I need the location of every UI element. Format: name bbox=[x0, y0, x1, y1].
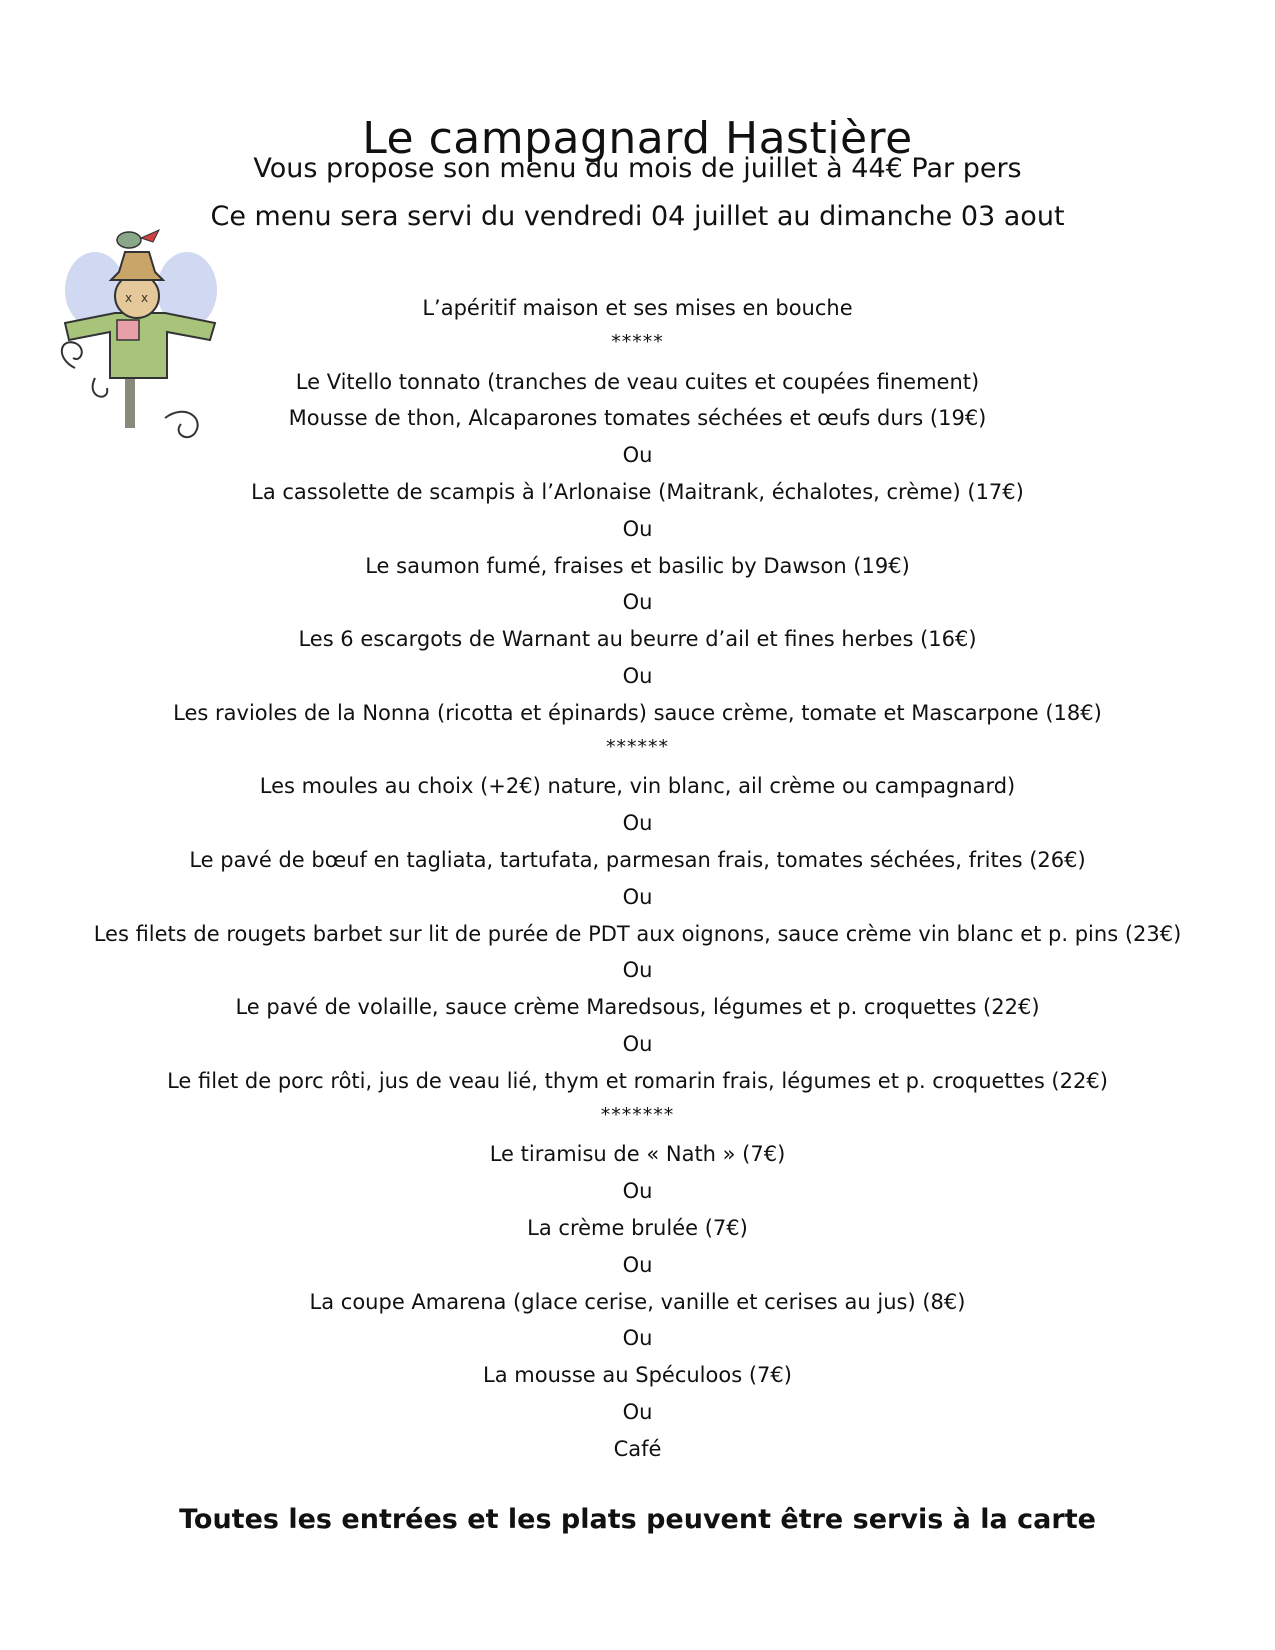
svg-text:x: x bbox=[141, 291, 149, 305]
menu-item: La crème brulée (7€) bbox=[527, 1215, 748, 1240]
menu-item: Les moules au choix (+2€) nature, vin blanc, ail crème ou campagnard) bbox=[259, 774, 1016, 799]
or-divider: Ou bbox=[622, 1031, 653, 1056]
menu-item: Café bbox=[613, 1436, 662, 1461]
svg-text:x: x bbox=[125, 291, 133, 305]
menu-items-list bbox=[0, 290, 1275, 1468]
menu-item: Le pavé de volaille, sauce crème Maredsous, légumes et p. croquettes (22€) bbox=[235, 995, 1040, 1020]
menu-item: Le filet de porc rôti, jus de veau lié, thym et romarin frais, légumes et p. croquettes (22€) bbox=[167, 1068, 1108, 1093]
menu-price-subtitle: Vous propose son menu du mois de juillet à 44€ Par pers bbox=[253, 153, 1022, 184]
menu-item: Les ravioles de la Nonna (ricotta et épinards) sauce crème, tomate et Mascarpone (18€) bbox=[173, 700, 1102, 725]
menu-item: Le tiramisu de « Nath » (7€) bbox=[489, 1142, 786, 1167]
course-separator: ******* bbox=[600, 1103, 675, 1126]
menu-item: Le Vitello tonnato (tranches de veau cuites et coupées finement) bbox=[295, 369, 980, 394]
or-divider: Ou bbox=[622, 443, 653, 468]
menu-item: L’apéritif maison et ses mises en bouche bbox=[422, 296, 853, 320]
or-divider: Ou bbox=[622, 1179, 653, 1204]
menu-item: La coupe Amarena (glace cerise, vanille et cerises au jus) (8€) bbox=[309, 1289, 966, 1314]
menu-item: La mousse au Spéculoos (7€) bbox=[483, 1363, 792, 1388]
menu-item: Les 6 escargots de Warnant au beurre d’ail et fines herbes (16€) bbox=[298, 627, 977, 652]
menu-item: Mousse de thon, Alcaparones tomates séchées et œufs durs (19€) bbox=[288, 406, 987, 431]
or-divider: Ou bbox=[622, 1252, 653, 1277]
course-separator: ****** bbox=[606, 735, 669, 758]
or-divider: Ou bbox=[622, 884, 653, 909]
or-divider: Ou bbox=[622, 958, 653, 983]
or-divider: Ou bbox=[622, 516, 653, 541]
or-divider: Ou bbox=[622, 811, 653, 836]
course-separator: ***** bbox=[611, 330, 664, 353]
or-divider: Ou bbox=[622, 663, 653, 688]
menu-item: Le pavé de bœuf en tagliata, tartufata, parmesan frais, tomates séchées, frites (26€) bbox=[189, 847, 1086, 872]
restaurant-title: Le campagnard Hastière bbox=[362, 113, 913, 165]
a-la-carte-note: Toutes les entrées et les plats peuvent être servis à la carte bbox=[179, 1504, 1096, 1535]
menu-item: Les filets de rougets barbet sur lit de purée de PDT aux oignons, sauce crème vin blanc et p. pins (23€) bbox=[93, 921, 1182, 946]
or-divider: Ou bbox=[622, 1399, 653, 1424]
or-divider: Ou bbox=[622, 590, 653, 615]
menu-item: La cassolette de scampis à l’Arlonaise (Maitrank, échalotes, crème) (17€) bbox=[251, 479, 1024, 504]
menu-item: Le saumon fumé, fraises et basilic by Dawson (19€) bbox=[365, 553, 910, 578]
or-divider: Ou bbox=[622, 1326, 653, 1351]
menu-dates-subtitle: Ce menu sera servi du vendredi 04 juillet au dimanche 03 aout bbox=[210, 201, 1065, 232]
